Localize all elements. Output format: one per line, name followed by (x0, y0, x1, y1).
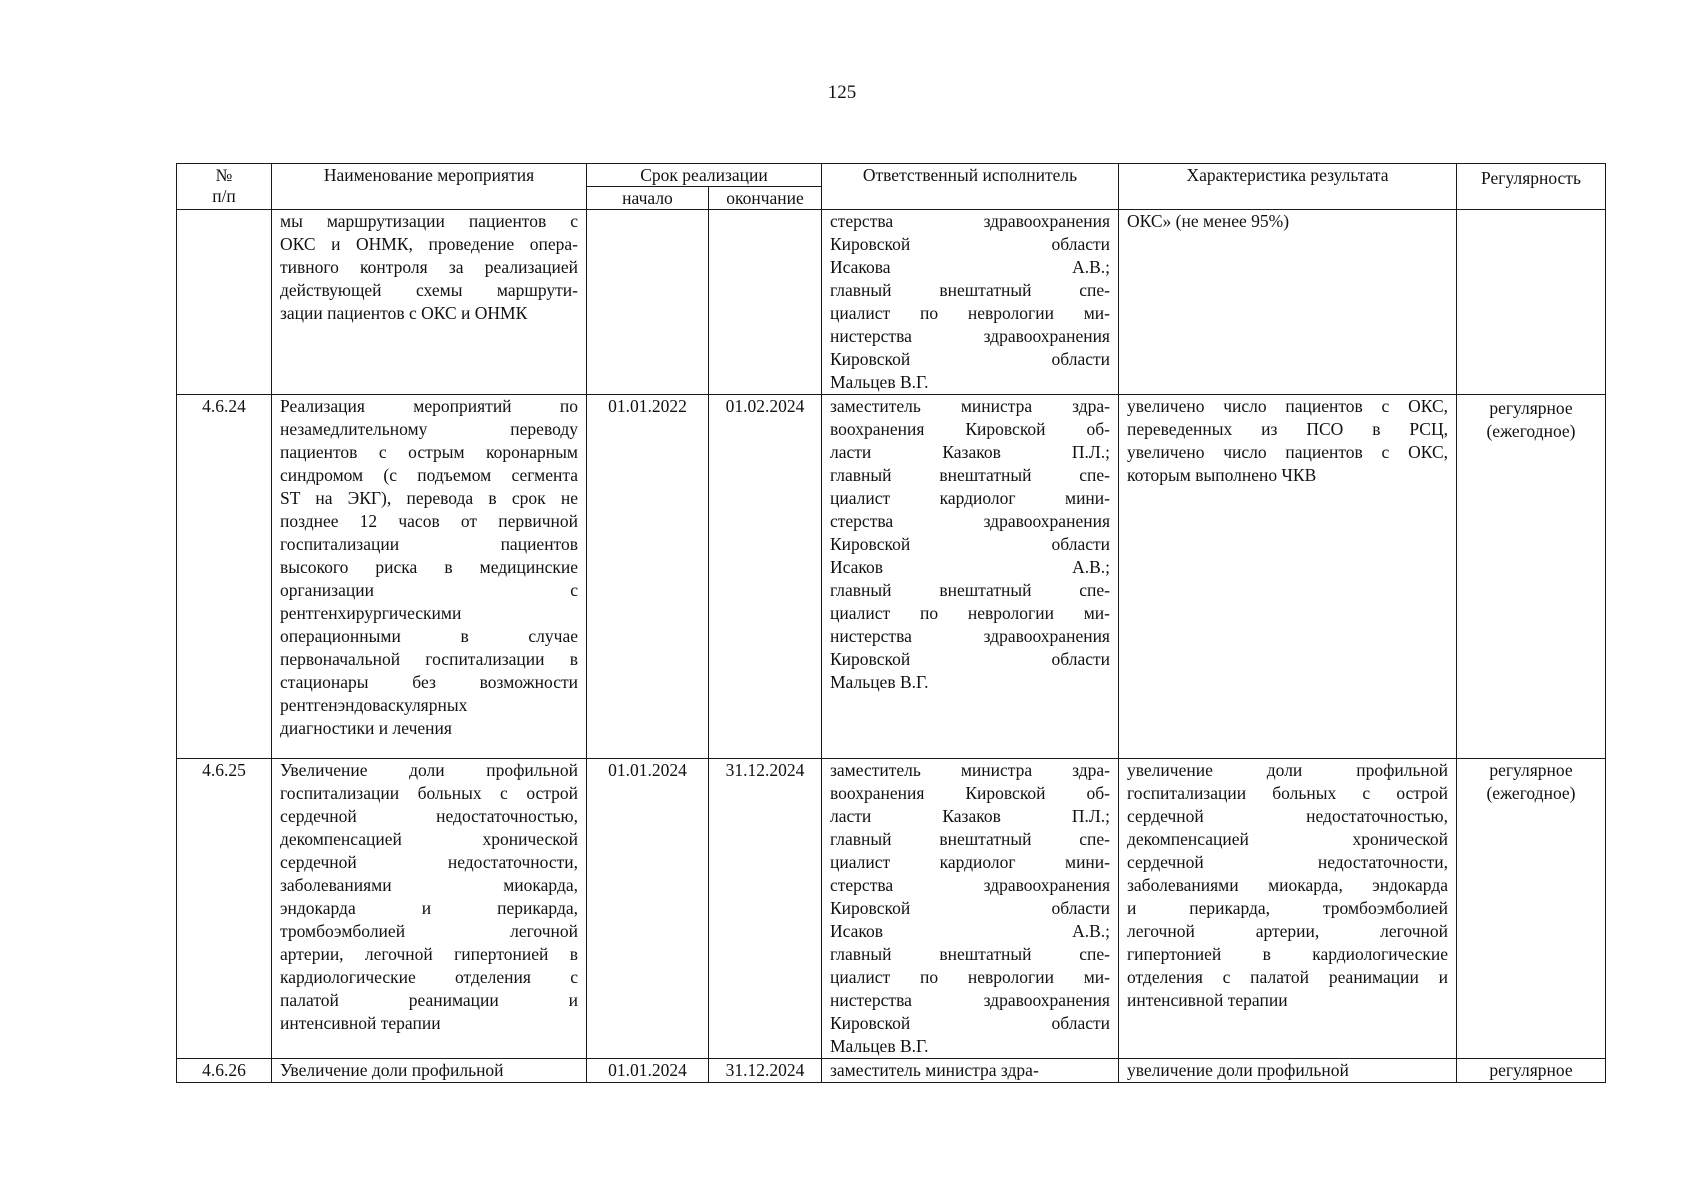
cell-result (1119, 1059, 1457, 1083)
cell-line: ласти Казаков П.Л.; (830, 806, 1110, 826)
cell-num: 4.6.26 (177, 1059, 272, 1083)
cell-line: стационары без возможности (280, 672, 578, 692)
cell-line: декомпенсацией хронической (280, 829, 578, 849)
regularity-line: регулярное (1489, 760, 1573, 780)
activities-table (176, 163, 1606, 1083)
cell-start: 01.01.2022 (587, 395, 709, 759)
header-responsible: Ответственный исполнитель (822, 164, 1119, 210)
header-regularity: Регулярность (1457, 164, 1606, 210)
regularity-line: регулярное (1489, 1060, 1573, 1080)
cell-num: 4.6.25 (177, 759, 272, 1059)
cell-line: и перикарда, тромбоэмболией (1127, 898, 1448, 918)
cell-line: отделения с палатой реанимации и (1127, 967, 1448, 987)
cell-line: Кировской области (830, 649, 1110, 669)
cell-regularity (1457, 759, 1606, 1059)
cell-line: Исакова А.В.; (830, 257, 1110, 277)
cell-line: главный внештатный спе- (830, 280, 1110, 300)
cell-line: главный внештатный спе- (830, 580, 1110, 600)
cell-line: Увеличение доли профильной (280, 1060, 504, 1080)
cell-line: увеличено число пациентов с ОКС, (1127, 442, 1448, 462)
cell-line: высокого риска в медицинские (280, 557, 578, 577)
cell-start: 01.01.2024 (587, 1059, 709, 1083)
regularity-line: регулярное (1489, 398, 1573, 418)
header-end: окончание (709, 187, 822, 210)
cell-line: рентгенэндоваскулярных (280, 695, 468, 715)
cell-responsible (822, 759, 1119, 1059)
cell-result (1119, 759, 1457, 1059)
cell-line: Исаков А.В.; (830, 557, 1110, 577)
cell-line: рентгенхирургическими (280, 603, 462, 623)
cell-line: сердечной недостаточности, (1127, 852, 1448, 872)
cell-line: госпитализации больных с острой (280, 783, 578, 803)
cell-regularity (1457, 395, 1606, 759)
cell-num: 4.6.24 (177, 395, 272, 759)
table-row (177, 1059, 1606, 1083)
cell-line: циалист кардиолог мини- (830, 852, 1110, 872)
cell-line: Увеличение доли профильной (280, 760, 578, 780)
cell-line: воохранения Кировской об- (830, 419, 1110, 439)
cell-line: госпитализации пациентов (280, 534, 578, 554)
cell-line: сердечной недостаточностью, (1127, 806, 1448, 826)
cell-line: увеличение доли профильной (1127, 1060, 1349, 1080)
cell-line: циалист по неврологии ми- (830, 603, 1110, 623)
cell-line: главный внештатный спе- (830, 465, 1110, 485)
cell-line: сердечной недостаточности, (280, 852, 578, 872)
cell-name (272, 395, 587, 759)
cell-line: организации с (280, 580, 578, 600)
regularity-line: (ежегодное) (1486, 783, 1576, 803)
cell-line: операционными в случае (280, 626, 578, 646)
cell-line: декомпенсацией хронической (1127, 829, 1448, 849)
table-row (177, 759, 1606, 1059)
cell-line: стерства здравоохранения (830, 875, 1110, 895)
cell-line: Кировской области (830, 349, 1110, 369)
cell-line: сердечной недостаточностью, (280, 806, 578, 826)
cell-line: главный внештатный спе- (830, 944, 1110, 964)
cell-end: 31.12.2024 (709, 1059, 822, 1083)
cell-responsible (822, 210, 1119, 395)
cell-line: Мальцев В.Г. (830, 672, 929, 692)
cell-line: Исаков А.В.; (830, 921, 1110, 941)
cell-line: незамедлительному переводу (280, 419, 578, 439)
cell-line: нистерства здравоохранения (830, 326, 1110, 346)
cell-result (1119, 210, 1457, 395)
cell-line: увеличение доли профильной (1127, 760, 1448, 780)
cell-line: синдромом (с подъемом сегмента (280, 465, 578, 485)
cell-line: гипертонией в кардиологические (1127, 944, 1448, 964)
cell-line: позднее 12 часов от первичной (280, 511, 578, 531)
cell-line: Кировской области (830, 1013, 1110, 1033)
cell-line: пациентов с острым коронарным (280, 442, 578, 462)
cell-line: диагностики и лечения (280, 718, 452, 738)
cell-line: заместитель министра здра- (830, 760, 1110, 780)
cell-line: главный внештатный спе- (830, 829, 1110, 849)
cell-line: интенсивной терапии (280, 1013, 441, 1033)
cell-line: легочной артерии, легочной (1127, 921, 1448, 941)
table-row (177, 395, 1606, 759)
header-num-line2: п/п (212, 186, 236, 206)
cell-line: тромбоэмболией легочной (280, 921, 578, 941)
cell-line: увеличено число пациентов с ОКС, (1127, 396, 1448, 416)
cell-end: 31.12.2024 (709, 759, 822, 1059)
cell-line: зации пациентов с ОКС и ОНМК (280, 303, 528, 323)
cell-line: кардиологические отделения с (280, 967, 578, 987)
cell-line: заместитель министра здра- (830, 1060, 1039, 1080)
cell-line: интенсивной терапии (1127, 990, 1288, 1010)
cell-line: тивного контроля за реализацией (280, 257, 578, 277)
cell-line: воохранения Кировской об- (830, 783, 1110, 803)
cell-line: заболеваниями миокарда, (280, 875, 578, 895)
header-name: Наименование мероприятия (272, 164, 587, 210)
table-row (177, 210, 1606, 395)
cell-line: циалист по неврологии ми- (830, 303, 1110, 323)
cell-line: которым выполнено ЧКВ (1127, 465, 1317, 485)
cell-regularity (1457, 210, 1606, 395)
cell-line: циалист кардиолог мини- (830, 488, 1110, 508)
cell-name (272, 210, 587, 395)
header-num (177, 164, 272, 210)
cell-responsible (822, 395, 1119, 759)
header-row (177, 164, 1606, 187)
cell-line: нистерства здравоохранения (830, 626, 1110, 646)
cell-line: артерии, легочной гипертонией в (280, 944, 578, 964)
cell-line: ОКС» (не менее 95%) (1127, 211, 1290, 231)
cell-line: нистерства здравоохранения (830, 990, 1110, 1010)
header-term: Срок реализации (587, 164, 822, 187)
cell-line: действующей схемы маршрути- (280, 280, 578, 300)
cell-line: палатой реанимации и (280, 990, 578, 1010)
header-start: начало (587, 187, 709, 210)
cell-name (272, 759, 587, 1059)
header-num-line1: № (215, 165, 233, 185)
cell-line: ласти Казаков П.Л.; (830, 442, 1110, 462)
cell-line: Кировской области (830, 534, 1110, 554)
cell-line: заместитель министра здра- (830, 396, 1110, 416)
page-number: 125 (827, 82, 857, 103)
cell-num (177, 210, 272, 395)
cell-line: госпитализации больных с острой (1127, 783, 1448, 803)
cell-line: переведенных из ПСО в РСЦ, (1127, 419, 1448, 439)
cell-line: Кировской области (830, 898, 1110, 918)
cell-start (587, 210, 709, 395)
cell-line: заболеваниями миокарда, эндокарда (1127, 875, 1448, 895)
cell-line: стерства здравоохранения (830, 211, 1110, 231)
header-result: Характеристика результата (1119, 164, 1457, 210)
cell-line: Мальцев В.Г. (830, 372, 929, 392)
cell-line: эндокарда и перикарда, (280, 898, 578, 918)
cell-regularity (1457, 1059, 1606, 1083)
cell-start: 01.01.2024 (587, 759, 709, 1059)
cell-line: стерства здравоохранения (830, 511, 1110, 531)
cell-line: ОКС и ОНМК, проведение опера- (280, 234, 578, 254)
cell-end (709, 210, 822, 395)
cell-result (1119, 395, 1457, 759)
cell-line: первоначальной госпитализации в (280, 649, 578, 669)
cell-line: циалист по неврологии ми- (830, 967, 1110, 987)
cell-line: мы маршрутизации пациентов с (280, 211, 578, 231)
cell-name (272, 1059, 587, 1083)
cell-line: Мальцев В.Г. (830, 1036, 929, 1056)
cell-responsible (822, 1059, 1119, 1083)
cell-line: Реализация мероприятий по (280, 396, 578, 416)
cell-line: ST на ЭКГ), перевода в срок не (280, 488, 578, 508)
cell-end: 01.02.2024 (709, 395, 822, 759)
cell-line: Кировской области (830, 234, 1110, 254)
regularity-line: (ежегодное) (1486, 421, 1576, 441)
